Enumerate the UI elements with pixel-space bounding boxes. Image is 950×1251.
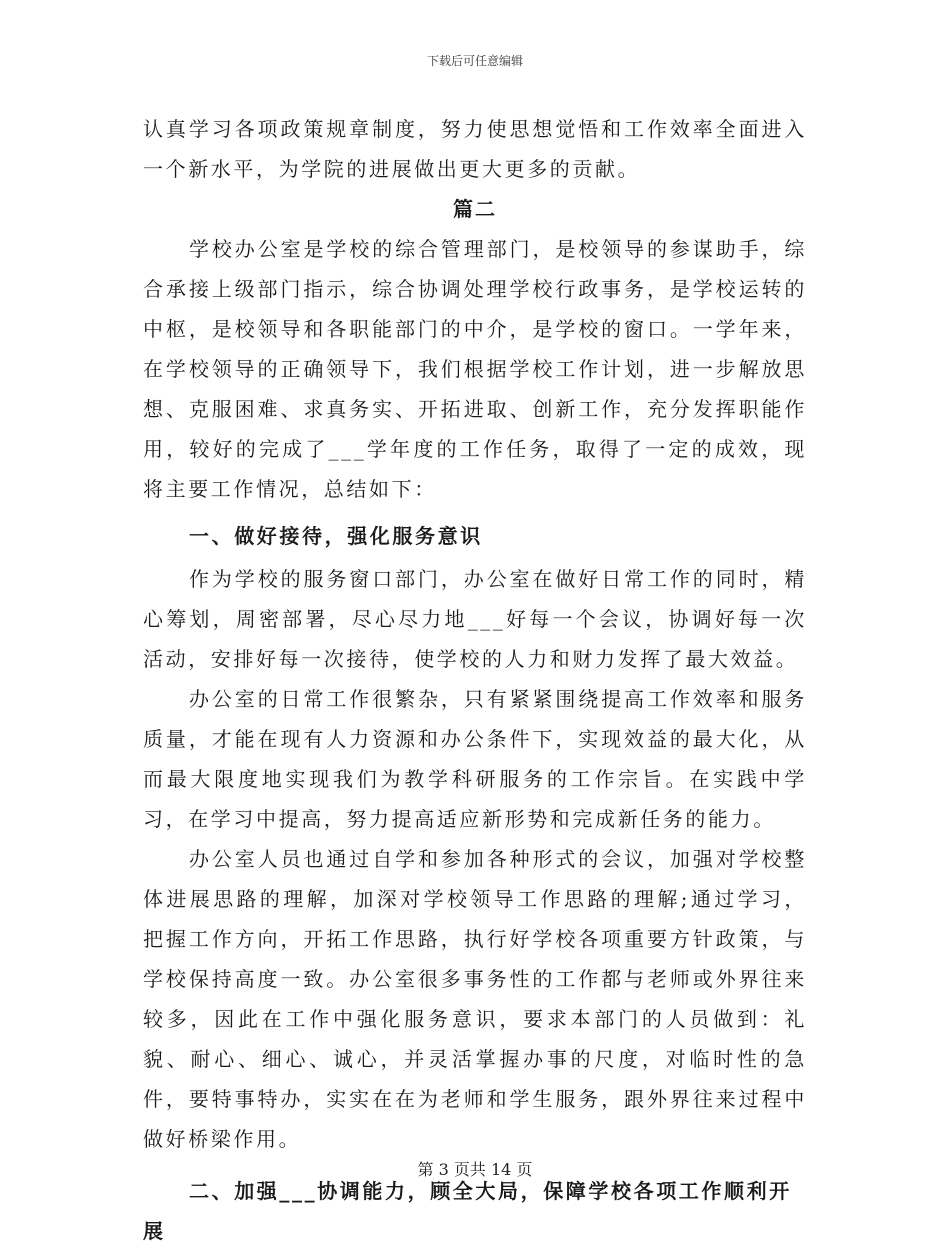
paragraph-1c: 办公室人员也通过自学和参加各种形式的会议，加强对学校整体进展思路的理解，加深对学校领导工作思路的理解;通过学习，把握工作方向，开拓工作思路，执行好学校各项重要方针政策，与学校保持高度一致。办公室很多事务性的工作都与老师或外界往来较多，因此在工作中强化服务意识，要求本部门的人员做到：礼貌、耐心、细心、诚心，并灵活掌握办事的尺度，对临时性的急件，要特事特办，实实在在为老师和学生服务，跟外界往来过程中做好桥梁作用。 (143, 847, 807, 1151)
paragraph-intro: 学校办公室是学校的综合管理部门，是校领导的参谋助手，综合承接上级部门指示，综合协调处理学校行政事务，是学校运转的中枢，是校领导和各职能部门的中介，是学校的窗口。一学年来，在学校领导的正确领导下，我们根据学校工作计划，进一步解放思想、克服困难、求真务实、开拓进取、创新工作，充分发挥职能作用，较好的完成了___学年度的工作任务，取得了一定的成效，现将主要工作情况，总结如下： (143, 237, 807, 501)
page-header: 下载后可任意编辑 (426, 54, 523, 68)
paragraph-1a: 作为学校的服务窗口部门，办公室在做好日常工作的同时，精心筹划，周密部署，尽心尽力地___好每一个会议，协调好每一次活动，安排好每一次接待，使学校的人力和财力发挥了最大效益。 (143, 567, 807, 671)
page-footer: 第 3 页共 14 页 (417, 1160, 533, 1179)
paragraph-continued: 认真学习各项政策规章制度，努力使思想觉悟和工作效率全面进入一个新水平，为学院的进展做出更大更多的贡献。 (143, 117, 807, 181)
heading-section-2: 二、加强___协调能力，顾全大局，保障学校各项工作顺利开展 (143, 1179, 792, 1243)
section-title: 篇二 (453, 197, 497, 221)
heading-section-1: 一、做好接待，强化服务意识 (189, 524, 483, 548)
paragraph-1b: 办公室的日常工作很繁杂，只有紧紧围绕提高工作效率和服务质量，才能在现有人力资源和办公条件下，实现效益的最大化，从而最大限度地实现我们为教学科研服务的工作宗旨。在实践中学习，在学习中提高，努力提高适应新形势和完成新任务的能力。 (143, 687, 807, 831)
document-body (143, 109, 807, 1251)
